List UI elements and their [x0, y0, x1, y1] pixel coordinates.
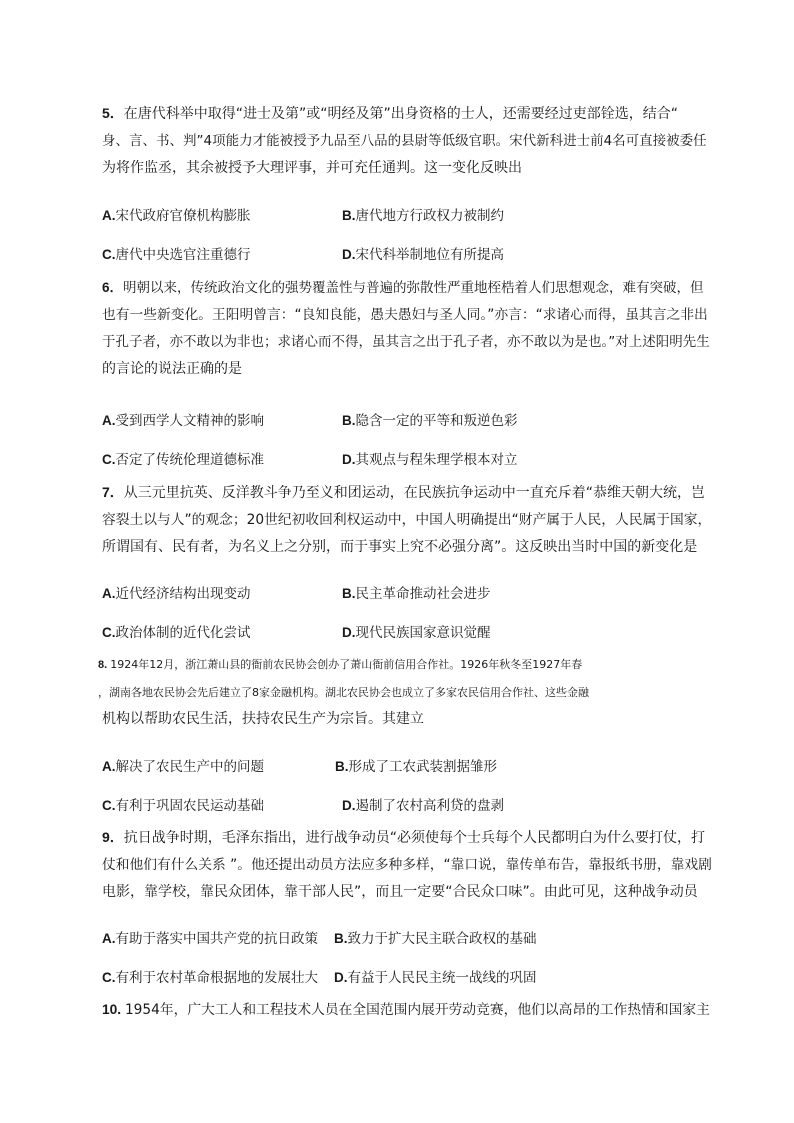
- question-8-options-row-1: [102, 755, 722, 777]
- stem-line: 容裂土以与人”的观念；20世纪初收回利权运动中，中国人明确提出“财产属于人民，人民属于国家，: [102, 512, 712, 528]
- question-5-options-row-1: [102, 204, 722, 226]
- stem-line: 电影，靠学校，靠民众团体，靠干部人民”，而且一定要“合民众口味”。由此可见，这种战争动员: [102, 884, 698, 900]
- option-b: B.隐含一定的平等和叛逆色彩: [342, 413, 518, 429]
- stem-line: 6．明朝以来，传统政治文化的强势覆盖性与普遍的弥散性严重地桎梏着人们思想观念，难有突破，但: [102, 280, 704, 296]
- option-b: B.民主革命推动社会进步: [342, 586, 491, 602]
- option-d: D.遏制了农村高利贷的盘剥: [342, 798, 504, 814]
- option-a: A.宋代政府官僚机构膨胀: [102, 208, 251, 224]
- question-9-options-row-2: [102, 966, 722, 988]
- option-c: C.有利于巩固农民运动基础: [102, 798, 264, 814]
- question-7-stem: [102, 479, 712, 561]
- option-a: A.近代经济结构出现变动: [102, 586, 251, 602]
- stem-line: 8. 1924年12月，浙江萧山县的衙前农民协会创办了萧山衙前信用合作社。1926年秋冬至1927年春: [98, 658, 583, 671]
- question-6-options-row-1: [102, 409, 722, 431]
- question-7-options-row-2: [102, 621, 722, 643]
- question-8-stem: [98, 651, 712, 733]
- option-d: D.有益于人民民主统一战线的巩固: [334, 970, 537, 986]
- stem-line: 10. 1954年，广大工人和工程技术人员在全国范围内展开劳动竞赛，他们以高昂的工作热情和国家主: [102, 1002, 710, 1018]
- question-5-stem: [102, 100, 712, 182]
- question-number: 5．: [102, 105, 124, 121]
- question-9-options-row-1: [102, 927, 722, 949]
- stem-line: 为将作监丞，其余被授予大理评事，并可充任通判。这一变化反映出: [102, 160, 522, 176]
- option-b: B.致力于扩大民主联合政权的基础: [334, 931, 537, 947]
- stem-line: 5．在唐代科举中取得“进士及第”或“明经及第”出身资格的士人，还需要经过吏部铨选，结合“: [102, 105, 679, 122]
- stem-line: 7．从三元里抗英、反洋教斗争乃至义和团运动，在民族抗争运动中一直充斥着“恭维天朝大统，岂: [102, 484, 706, 501]
- question-number: 6．: [102, 280, 124, 295]
- option-c: C.唐代中央选官注重德行: [102, 247, 251, 263]
- question-number: 7．: [102, 484, 124, 500]
- option-c: C.有利于农村革命根据地的发展壮大: [102, 970, 318, 986]
- option-c: C.政治体制的近代化尝试: [102, 625, 251, 641]
- stem-line: 机构以帮助农民生活，扶持农民生产为宗旨。其建立: [102, 711, 424, 727]
- question-6-stem: [102, 274, 712, 383]
- question-number: 10.: [102, 1002, 125, 1017]
- stem-line: 9．抗日战争时期，毛泽东指出，进行战争动员“必须使每个士兵每个人民都明白为什么要打仗，打: [102, 829, 706, 846]
- question-8-options-row-2: [102, 794, 722, 816]
- question-number: 9．: [102, 829, 124, 845]
- option-d: D.其观点与程朱理学根本对立: [342, 452, 518, 468]
- option-c: C.否定了传统伦理道德标准: [102, 452, 264, 468]
- stem-line: 于孔子者，亦不敢以为非也；求诸心而不得，虽其言之出于孔子者，亦不敢以为是也。”对上述阳明先生: [102, 334, 710, 350]
- question-6-options-row-2: [102, 448, 722, 470]
- question-5-options-row-2: [102, 243, 722, 265]
- option-b: B.唐代地方行政权力被制约: [342, 208, 504, 224]
- stem-line: 仗和他们有什么关系 ”。他还提出动员方法应多种多样，“靠口说，靠传单布告，靠报纸书册，靠戏剧: [102, 857, 712, 873]
- option-a: A.有助于落实中国共产党的抗日政策: [102, 931, 318, 947]
- option-a: A.解决了农民生产中的问题: [102, 759, 264, 775]
- question-10-stem: [102, 996, 712, 1024]
- stem-line: 也有一些新变化。王阳明曾言：“良知良能，愚夫愚妇与圣人同。”亦言：“求诸心而得，虽其言之非出: [102, 307, 708, 323]
- stem-line: 所谓国有、民有者，为名义上之分别，而于事实上究不必强分离”。这反映出当时中国的新变化是: [102, 539, 698, 555]
- question-9-stem: [102, 824, 712, 906]
- stem-line: 的言论的说法正确的是: [102, 361, 242, 377]
- stem-line: ，湖南各地农民协会先后建立了8家金融机构。湖北农民协会也成立了多家农民信用合作社、这些金融: [98, 686, 589, 699]
- question-number: 8.: [98, 659, 111, 671]
- option-d: D.现代民族国家意识觉醒: [342, 625, 491, 641]
- stem-line: 身、言、书、判”4项能力才能被授予九品至八品的县尉等低级官职。宋代新科进士前4名可直接被委任: [102, 133, 707, 149]
- question-7-options-row-1: [102, 582, 722, 604]
- option-d: D.宋代科举制地位有所提高: [342, 247, 504, 263]
- option-b: B.形成了工农武装割据雏形: [335, 759, 497, 775]
- option-a: A.受到西学人文精神的影响: [102, 413, 264, 429]
